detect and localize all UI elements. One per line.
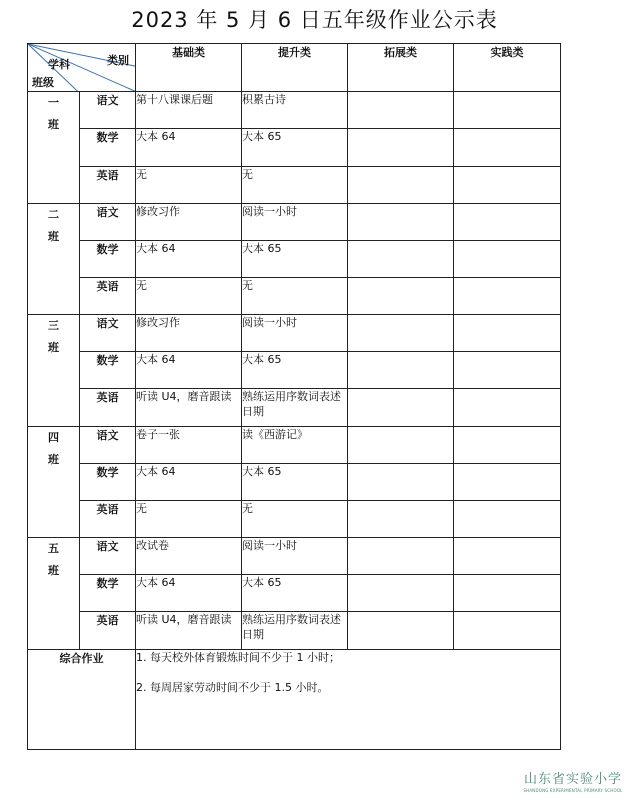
cell-advanced: 无 xyxy=(242,500,348,537)
subject-cell: 英语 xyxy=(80,389,136,426)
cell-basic: 修改习作 xyxy=(136,315,242,352)
subject-cell: 数学 xyxy=(80,352,136,389)
cell-basic: 修改习作 xyxy=(136,203,242,240)
cell-extend xyxy=(348,166,454,203)
cell-practice xyxy=(454,203,561,240)
cell-practice xyxy=(454,92,561,129)
column-header-extend: 拓展类 xyxy=(348,44,454,92)
table-row xyxy=(28,166,561,203)
class-name-top: 一 xyxy=(48,96,59,110)
cell-basic: 大本 64 xyxy=(136,352,242,389)
cell-extend xyxy=(348,203,454,240)
cell-advanced: 大本 65 xyxy=(242,575,348,612)
cell-practice xyxy=(454,612,561,649)
table-row xyxy=(28,92,561,129)
subject-cell: 英语 xyxy=(80,166,136,203)
subject-label: 学科 xyxy=(48,58,70,71)
cell-basic: 听读 U4，磨音跟读 xyxy=(136,612,242,649)
cell-practice xyxy=(454,277,561,314)
subject-cell: 数学 xyxy=(80,463,136,500)
cell-advanced: 读《西游记》 xyxy=(242,426,348,463)
page-title: 2023 年 5 月 6 日五年级作业公示表 xyxy=(131,8,498,32)
cell-advanced: 大本 65 xyxy=(242,463,348,500)
table-row xyxy=(28,203,561,240)
cell-practice xyxy=(454,389,561,426)
cell-practice xyxy=(454,129,561,166)
column-header-practice: 实践类 xyxy=(454,44,561,92)
table-row xyxy=(28,538,561,575)
table-row xyxy=(28,315,561,352)
cell-extend xyxy=(348,426,454,463)
school-logo xyxy=(519,768,627,793)
class-name-bottom: 班 xyxy=(48,118,59,132)
cell-basic: 听读 U4，磨音跟读 xyxy=(136,389,242,426)
table-row xyxy=(28,500,561,537)
cell-extend xyxy=(348,315,454,352)
cell-basic: 无 xyxy=(136,500,242,537)
cell-advanced: 大本 65 xyxy=(242,129,348,166)
cell-extend xyxy=(348,240,454,277)
cell-advanced: 熟练运用序数词表述日期 xyxy=(242,612,348,649)
class-name-bottom: 班 xyxy=(48,341,59,355)
cell-advanced: 大本 65 xyxy=(242,352,348,389)
subject-cell: 英语 xyxy=(80,277,136,314)
cell-extend xyxy=(348,92,454,129)
cell-extend xyxy=(348,129,454,166)
cell-practice xyxy=(454,463,561,500)
cell-practice xyxy=(454,426,561,463)
subject-cell: 数学 xyxy=(80,575,136,612)
class-name-cell xyxy=(28,426,80,537)
class-name-cell xyxy=(28,315,80,426)
table-row xyxy=(28,240,561,277)
table-row xyxy=(28,575,561,612)
table-row xyxy=(28,352,561,389)
cell-basic: 卷子一张 xyxy=(136,426,242,463)
cell-basic: 大本 64 xyxy=(136,463,242,500)
cell-advanced: 阅读一小时 xyxy=(242,203,348,240)
footer-item: 1. 每天校外体育锻炼时间不少于 1 小时； xyxy=(136,650,340,664)
class-label: 班级 xyxy=(32,76,54,89)
cell-basic: 第十八课课后题 xyxy=(136,92,242,129)
cell-advanced: 无 xyxy=(242,166,348,203)
class-name-bottom: 班 xyxy=(48,452,59,466)
cell-extend xyxy=(348,352,454,389)
table-row xyxy=(28,389,561,426)
subject-cell: 语文 xyxy=(80,315,136,352)
footer-body xyxy=(136,649,561,749)
subject-cell: 语文 xyxy=(80,538,136,575)
column-header-advanced: 提升类 xyxy=(242,44,348,92)
cell-advanced: 阅读一小时 xyxy=(242,538,348,575)
cell-basic: 大本 64 xyxy=(136,240,242,277)
footer-item: 2. 每周居家劳动时间不少于 1.5 小时。 xyxy=(136,680,329,694)
cell-practice xyxy=(454,166,561,203)
cell-practice xyxy=(454,352,561,389)
subject-cell: 语文 xyxy=(80,426,136,463)
cell-practice xyxy=(454,538,561,575)
subject-cell: 语文 xyxy=(80,92,136,129)
cell-extend xyxy=(348,500,454,537)
cell-extend xyxy=(348,277,454,314)
cell-practice xyxy=(454,315,561,352)
cell-extend xyxy=(348,463,454,500)
homework-table xyxy=(27,43,561,750)
cell-extend xyxy=(348,612,454,649)
diagonal-header-cell xyxy=(28,44,136,92)
class-name-bottom: 班 xyxy=(48,229,59,243)
category-label: 类别 xyxy=(107,54,129,67)
footer-row xyxy=(28,649,561,749)
class-name-top: 三 xyxy=(48,319,59,333)
cell-extend xyxy=(348,389,454,426)
column-header-basic: 基础类 xyxy=(136,44,242,92)
class-name-bottom: 班 xyxy=(48,564,59,578)
subject-cell: 数学 xyxy=(80,129,136,166)
table-row xyxy=(28,277,561,314)
cell-practice xyxy=(454,500,561,537)
subject-cell: 语文 xyxy=(80,203,136,240)
school-name-cn: 山东省实验小学 xyxy=(523,772,622,787)
table-row xyxy=(28,129,561,166)
cell-practice xyxy=(454,240,561,277)
cell-advanced: 积累古诗 xyxy=(242,92,348,129)
subject-cell: 数学 xyxy=(80,240,136,277)
cell-extend xyxy=(348,575,454,612)
class-name-top: 二 xyxy=(48,207,59,221)
class-name-cell xyxy=(28,203,80,314)
subject-cell: 英语 xyxy=(80,500,136,537)
footer-label: 综合作业 xyxy=(28,649,136,749)
school-name-en: SHANDONG EXPERIMENTAL PRIMARY SCHOOL xyxy=(523,788,623,793)
cell-advanced: 无 xyxy=(242,277,348,314)
class-name-cell xyxy=(28,92,80,203)
cell-advanced: 阅读一小时 xyxy=(242,315,348,352)
cell-extend xyxy=(348,538,454,575)
table-row xyxy=(28,426,561,463)
cell-basic: 无 xyxy=(136,166,242,203)
class-name-top: 四 xyxy=(48,430,59,444)
table-row xyxy=(28,612,561,649)
table-row xyxy=(28,463,561,500)
cell-basic: 无 xyxy=(136,277,242,314)
header-row xyxy=(28,44,561,92)
cell-practice xyxy=(454,575,561,612)
class-name-cell xyxy=(28,538,80,649)
cell-basic: 改试卷 xyxy=(136,538,242,575)
subject-cell: 英语 xyxy=(80,612,136,649)
cell-advanced: 大本 65 xyxy=(242,240,348,277)
cell-basic: 大本 64 xyxy=(136,575,242,612)
class-name-top: 五 xyxy=(48,542,59,556)
cell-advanced: 熟练运用序数词表述日期 xyxy=(242,389,348,426)
cell-basic: 大本 64 xyxy=(136,129,242,166)
